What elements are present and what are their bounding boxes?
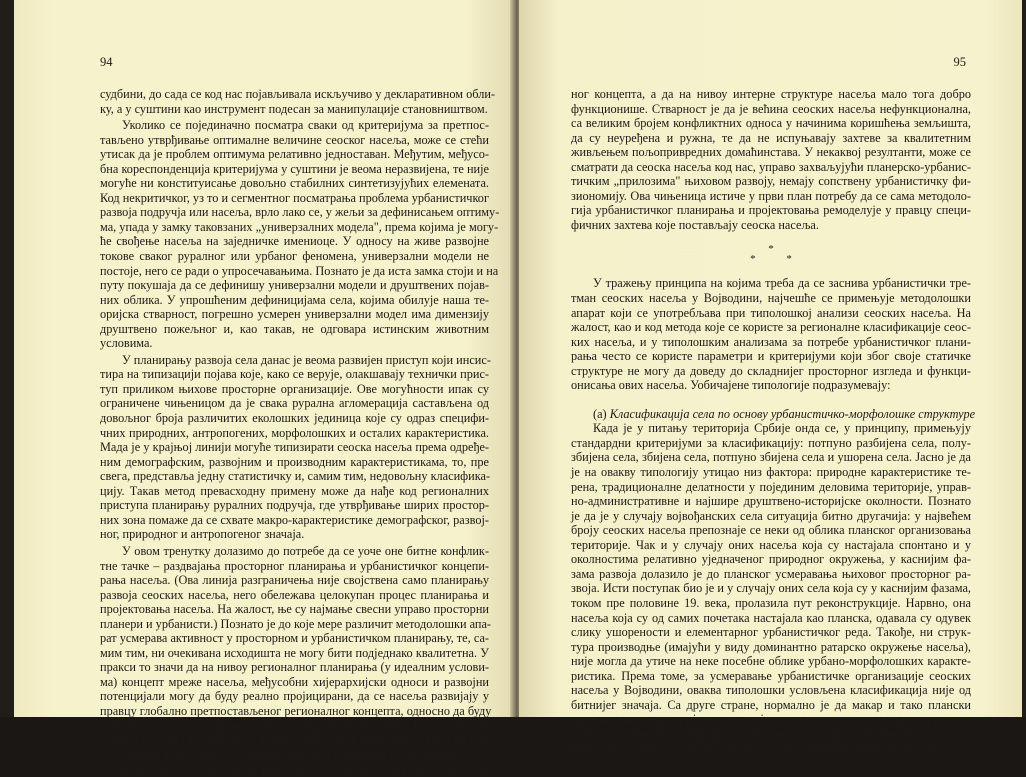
text-line: пракси то значи да на нивоу регионалног планирања (у идеалним услови- [100,660,489,675]
text-line: токове сваког руралног или урбаног феномена, универзални модели не [100,249,489,264]
text-line: је на овакву типологију утицао низ фактора: природне карактеристике те- [571,465,971,480]
text-line: тман сеоских насеља у Војводини, најчешће се примењује методолошки [571,291,971,306]
section-separator-stars [571,232,971,276]
text-line: слику ушорености и елементарног урбанистичког реда. Такође, ни струк- [571,625,971,640]
text-line: ним демографским, развојним и производним карактеристикама, то, пре [100,454,489,469]
text-line: путу покушаја да се дефинишу универзални модели и друштвених појав- [100,278,489,293]
section-heading [571,406,976,422]
section-heading-label: (а) [593,406,607,421]
text-line: рат усмерава активност у просторном и урбанистичком планирању, те, са- [100,631,489,646]
left-text-block [100,87,500,777]
text-line: постоје, него се ради о упросечавањима. Познато је да иста замка стоји и на [100,263,499,278]
text-line: планери и урбанисти.) Познато је до које мере различит методолошки апа- [100,616,492,631]
text-line: организована територија насеља није успела да издржи искушења времена [571,712,971,727]
text-line: сматрати да сеоска насеља код нас, управо захваљујући планерско-урбанис- [571,159,971,174]
text-line: ма, упада у замку таковзаних „универзалних модела", према којима је могу- [100,219,499,234]
text-line: током пре половине 19. века, пролазила пут реконструкције. Нарвно, она [571,595,971,610]
text-line: структуре не могу да доведу до складнијег просторног изгледа и функци- [571,363,971,378]
right-text-block [571,87,976,756]
text-line: ристика. Према томе, за усмеравање урбанистичке организације сеоских [571,668,971,683]
text-line: околностима релативно уједначеног природног окружења, у каснијим фа- [571,552,971,567]
text-line: функционише. Стварност је да је већина сеоских насеља нефункционална, [571,101,971,116]
text-line: У овом тренутку долазимо до потребе да се уоче оне битне конфлик- [122,543,489,558]
text-line: ног, природног и антропогеног значаја. [100,527,305,542]
text-line: мим тим, ни очекивана исходишта не могу бити подједнако квалитетна. У [100,645,489,660]
text-line: свега, представља једну статистичку и, самим тим, недовољну класифика- [100,469,491,484]
text-line: у функцији битних националних стратешких опредељења. То још увек не [100,718,489,733]
text-line: са великим бројем конфликтних односа у начинима коришћења земљишта, [571,116,971,131]
text-line: развоја сеоских насеља, него обележава целокупан процес планирања и [100,587,489,602]
text-line: на изглед насеља уклопљена у шему некаквог шире замишљеног простор- [100,762,490,777]
text-line: је да је у случају војвођанских села ситуација битно другачија: у највећем [571,508,971,523]
text-line: рена, традиционалне делатности у појединим деловима територије, управ- [571,479,971,494]
right-bottom-paragraph [571,421,971,756]
text-line: онисања ових насеља. Уобичајене типологије подразумевају: [571,378,891,393]
text-line: рања често се користе параметри и критеријуми који због своје статичке [571,349,971,364]
text-line: них зона помаже да се схвате макро-карактеристике демографског, развој- [100,512,489,527]
right-page [519,0,1022,756]
text-line: насеља која су од самих почетака настајала као планска, одавала су одувек [571,610,971,625]
text-line: ку, а у суштини као инструмент подесан за манипулације становништвом. [100,101,488,116]
text-line: јална структура села. Отуда смо данас сведоци да традиционална урбанис- [571,741,971,756]
text-line: могуће ни конституисање довољно стабилних синтетизујућих елемената. [100,176,489,191]
text-line: Мада је у крајњој линији могуће типизирати сеоска насеља према одређе- [100,440,489,455]
text-line: туп приликом њихове просторне организације. Ове могућности ипак су [100,381,489,396]
text-line: звоја. Исти поступак био је и у случају оних села која су у каснијим фазама, [571,581,971,596]
text-line: ће свођење насеља на заједничке имениоце. У односу на живе развојне [100,234,489,249]
text-line: условима. [100,336,153,351]
text-line: довољног броја различитих еколошких јединица које су одраз специфи- [100,411,489,426]
text-line: жалост, као и код метода које се користе за регионалне класификације сеос- [571,320,971,335]
left-page [14,0,514,777]
text-line: У тражењу принципа на којима треба да се заснива урбанистички тре- [593,276,971,291]
text-line: приступа планирању руралних подручја, где утврђивање ширих простор- [100,498,489,513]
section-heading-title: Класификација села по основу урбанистичко-морфолошке структуре [609,406,976,421]
page-number-left: 94 [100,55,113,69]
text-line: фичних захтева које постављају сеоска насеља. [571,217,819,232]
text-line: цију. Такав метод превасходну примену може да нађе код регионалних [100,483,489,498]
text-line: ких насеља, и у типолошким анализама за потребе урбанистичког плани- [571,334,971,349]
text-line: утисак да је проблем оптимума релативно једноставан. Међутим, међусо- [100,147,489,162]
text-line: правцу глобално претпостављеног регионалног концепта, односно да буду [100,703,492,718]
text-line: потенцијали могу да буду реално пројицирани, да се насеља развијају у [100,689,489,704]
separator-star-top: * [768,243,774,256]
text-line: тне тачке – раздвајања просторног планирања и урбанистичког концепи- [100,558,489,573]
page-number-right: 95 [953,55,966,69]
text-line: битнијег значаја. Са друге стране, нормално је да макар и тако плански [571,697,971,712]
text-line: тављено утврђивање оптималне величине сеоског насеља, може се стећи [100,132,489,147]
text-line: зиономију. Ова чињеница истиче у први план потребу да се сама методоло- [571,188,971,203]
text-line: у којем се мењала демографска, производна, друштвено-економска и соци- [571,726,971,741]
text-line: апарат који се употребљава при типолошкој анализи сеоских насеља. На [571,305,971,320]
text-line: У планирању развоја села данас је веома развијен приступ који инсис- [122,352,491,367]
text-line: значи да се насеља развијају складно, јер у компоненти просторно-план- [100,733,489,748]
right-middle-paragraph [571,276,971,392]
text-line: стандардни критеријуми за класификацију: потпуно разбијена села, полу- [571,435,971,450]
text-line: живљењем пољопривредних домаћинстава. У некаквој резултанти, може се [571,145,971,160]
text-line: ограничене чињеницом да је свака рурална агломерација састављена од [100,396,489,411]
text-line: оријска стварност, погрешно усмерен универзални модел има димензију [100,307,489,322]
text-line: збијена села, збијена села, потпуно збијена села и ушорена села. Јасно је да [571,450,971,465]
text-line: ма) концепт мреже насеља, међусобни хијерархијски односи и развојни [100,674,489,689]
text-line: да су неуређена и ружна, те да не испуњавају захтеве за квалитетним [571,130,971,145]
text-line: чних природних, антропогених, морфолошких и осталих карактеристика. [100,425,489,440]
text-line: но-административне и најшире друштвено-историјске околности. Познато [571,494,971,509]
text-line: броју сеоских насеља препознаје се неки од облика планског организовања [571,523,971,538]
text-line: зама развоја долазило је до планског усмеравања њиховог просторног ра- [571,566,971,581]
text-line: територије. Чак и у случају оних насеља која су настајала спонтано и у [571,537,971,552]
text-line: ног концепта, а да на нивоу интерне структуре насеља мало тога добро [571,87,971,101]
text-line: тура производње (имајући у виду доминантно ратарско окружење насеља), [571,639,971,654]
separator-stars-bottom: * * [750,253,806,266]
text-line: тира на типизацији појава које, како се верује, олакшавају технички прис- [100,367,489,382]
text-line: пројектовања насеља. На жалост, ње су најмање свесни управо просторни [100,602,489,617]
text-line: бна кореспонденција критеријума у суштини је веома неразвијена, те није [100,161,489,176]
text-line: гија урбанистичког планирања и пројектовања ремоделује у правцу специ- [571,203,971,218]
text-line: тичким „прилозима" њиховом развоју, немају сопствену урбанистичку фи- [571,174,971,189]
text-line: развоја подручја или насеља, врло лако се, у жељи за дефинисањем оптиму- [100,205,500,220]
text-line: рања насеља. (Ова линија разграничења није својствена само планирању [100,573,489,588]
text-line: Када је у питању територија Србије онда се, у принципу, примењују [593,421,971,436]
text-line: Код некритичког, уз то и сегментног посматрања проблема урбанистичког [100,190,489,205]
text-line: није могла да утиче на неке посебне облике урбано-морфолошких каракте- [571,654,971,669]
text-line: ског развоја није садржана урбанистичка. Другим речима, то говори да су [100,747,489,762]
right-top-paragraph [571,87,971,232]
text-line: Уколико се појединачно посматра сваки од критеријума за претпос- [122,118,489,133]
text-line: судбини, до сада се код нас појављивала искључиво у декларативном обли- [100,87,496,101]
text-line: друштвено пожељног и, као такав, не одговара истинским животним [100,321,489,336]
text-line: насеља у Војводини, оваква типолошки условљена класификација није од [571,683,971,698]
text-line: них облика. У упрошћеним дефиницијама села, којима обилује наша те- [100,292,489,307]
